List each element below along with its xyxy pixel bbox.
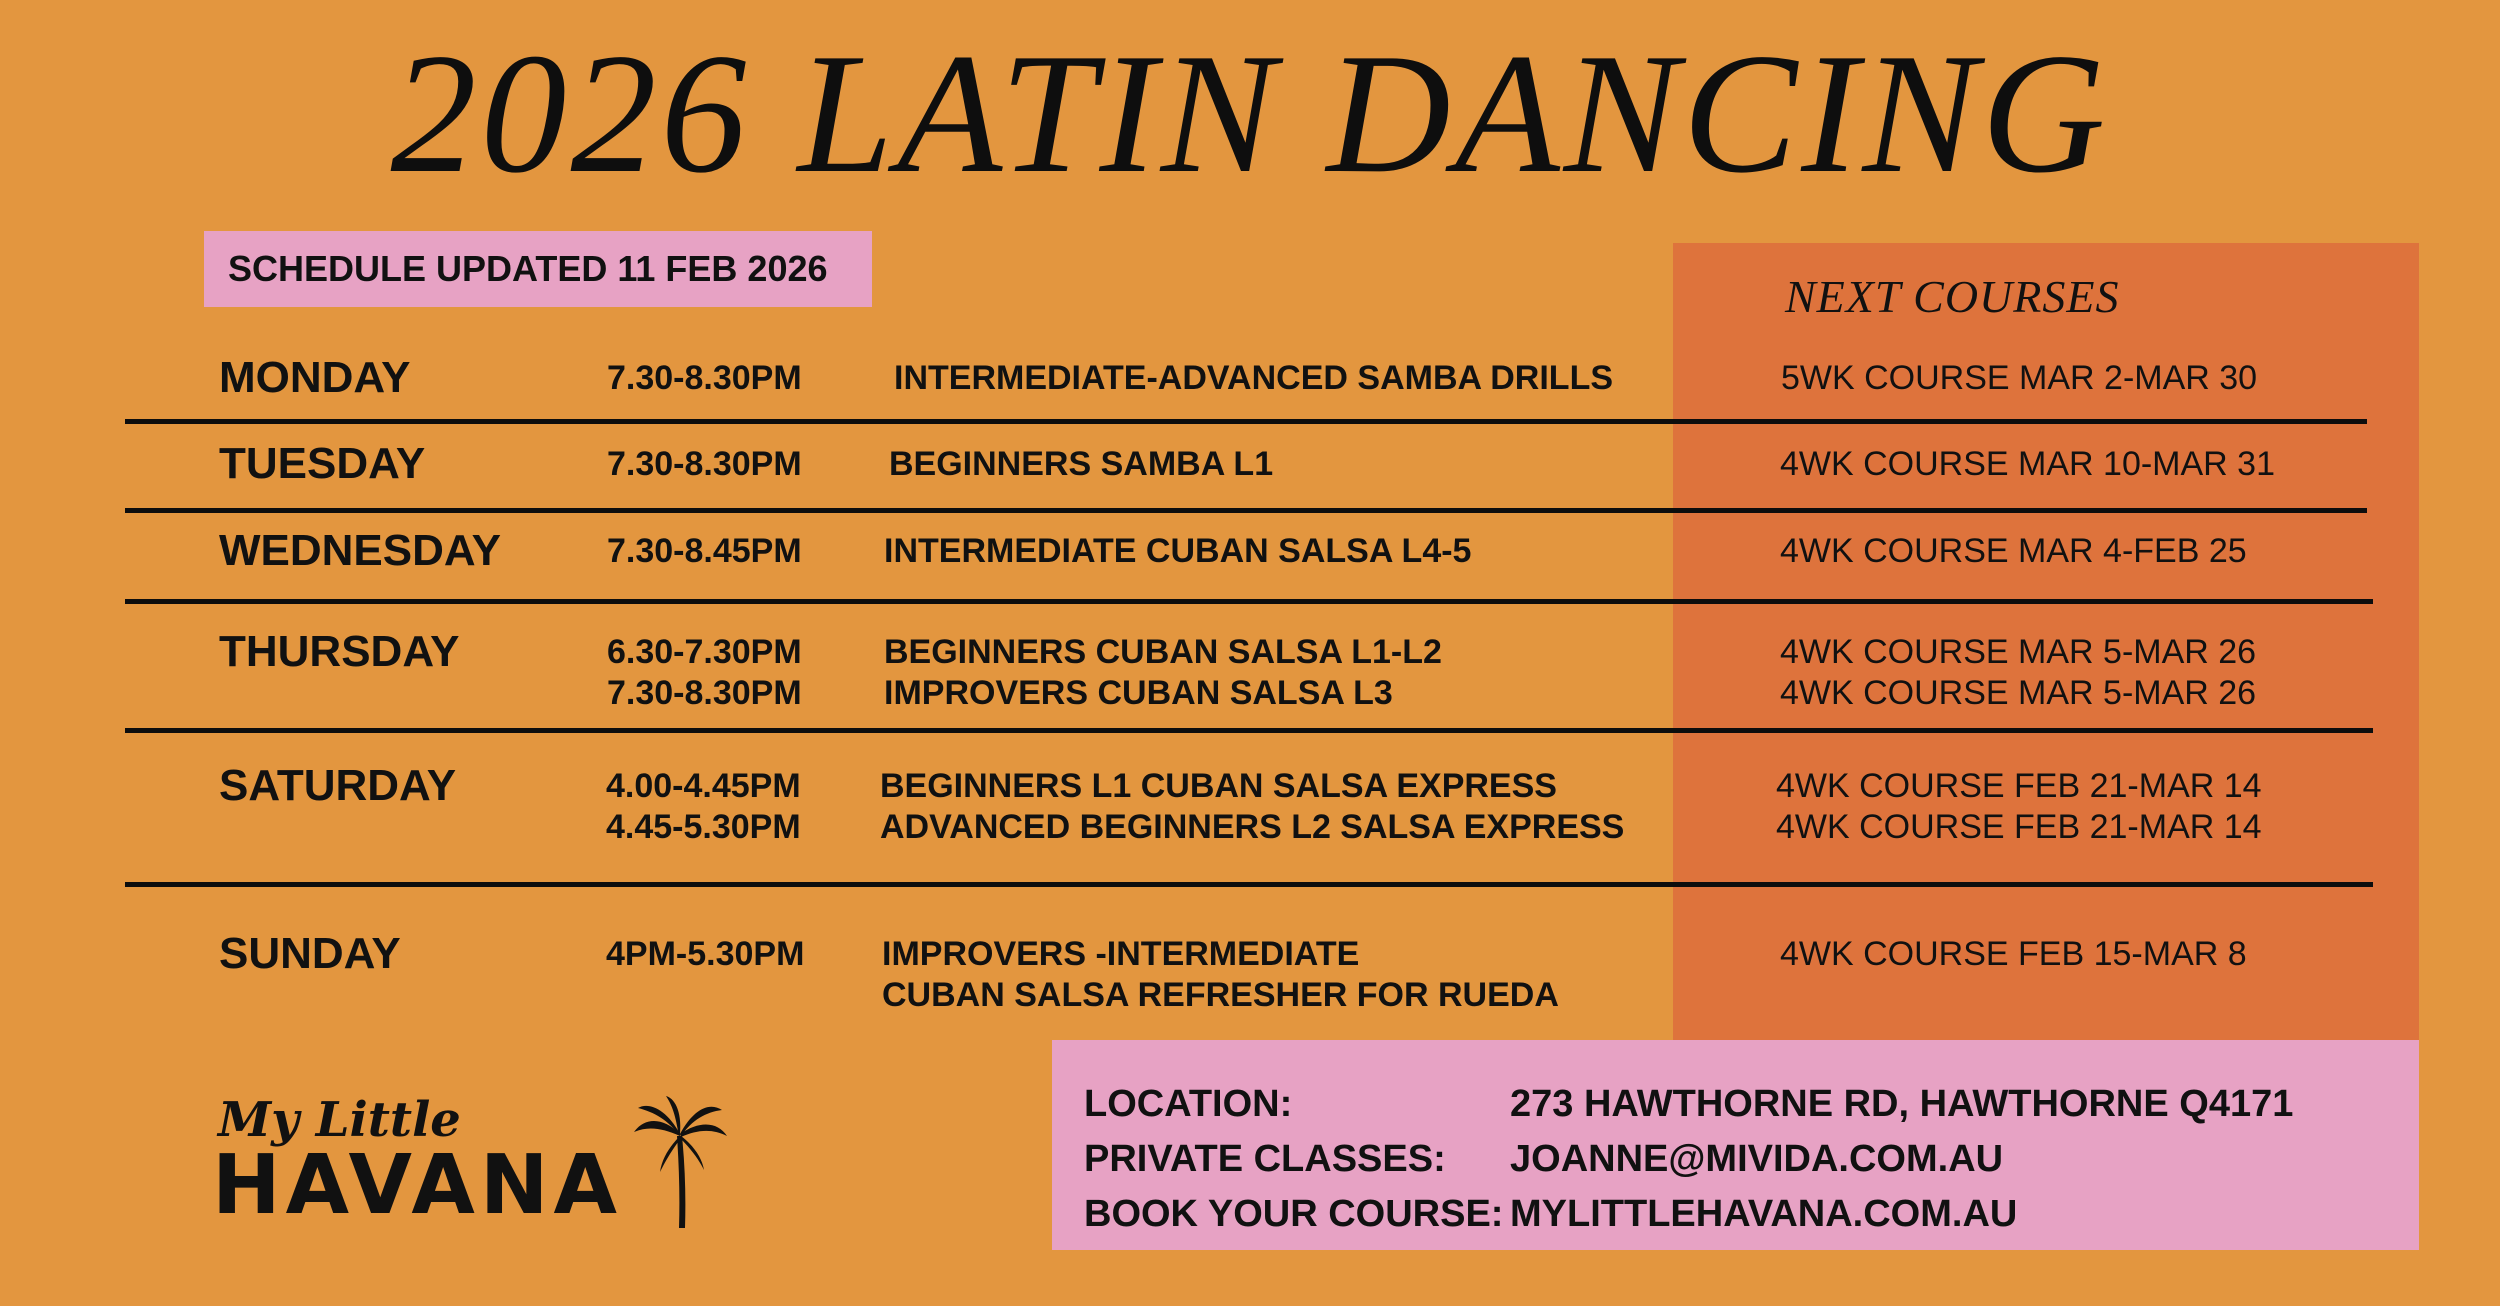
my-little-havana-logo: [212, 1092, 732, 1252]
class-name: BEGINNERS CUBAN SALSA L1-L2: [884, 633, 1442, 671]
row-divider: [125, 882, 2373, 887]
next-courses-heading: NEXT COURSES: [1785, 271, 2120, 322]
email-link[interactable]: JOANNE@MIVIDA.COM.AU: [1510, 1138, 2004, 1180]
course-column: [1781, 358, 2257, 399]
logo-wordmark: HAVANA: [212, 1138, 622, 1233]
time-column: [606, 934, 804, 975]
time-column: [607, 358, 802, 399]
class-name: BEGINNERS SAMBA L1: [889, 445, 1274, 483]
day-label: TUESDAY: [219, 439, 426, 488]
day-label: WEDNESDAY: [219, 526, 501, 575]
day-label: THURSDAY: [219, 627, 460, 676]
info-label: BOOK YOUR COURSE:: [1084, 1193, 1504, 1235]
row-divider: [125, 599, 2373, 604]
time-column: [607, 444, 802, 485]
course-dates: 4WK COURSE FEB 21-MAR 14: [1776, 767, 2262, 805]
class-column: [894, 358, 1613, 399]
row-divider: [125, 419, 2367, 424]
day-label: SATURDAY: [219, 761, 457, 810]
day-label: MONDAY: [219, 353, 411, 402]
info-label: LOCATION:: [1084, 1083, 1293, 1125]
time-column: [606, 766, 801, 848]
schedule-updated-badge: SCHEDULE UPDATED 11 FEB 2026: [204, 231, 872, 307]
logo-script-text: My Little: [218, 1092, 461, 1148]
class-name: INTERMEDIATE-ADVANCED SAMBA DRILLS: [894, 359, 1614, 397]
course-dates: 4WK COURSE MAR 5-MAR 26: [1780, 674, 2257, 712]
course-dates: 4WK COURSE MAR 10-MAR 31: [1780, 445, 2275, 483]
class-time: 4.00-4.45PM: [606, 767, 801, 805]
class-time: 4PM-5.30PM: [606, 935, 805, 973]
row-divider: [125, 728, 2373, 733]
course-column: [1780, 444, 2275, 485]
course-dates: 4WK COURSE FEB 15-MAR 8: [1780, 935, 2247, 973]
class-name: BEGINNERS L1 CUBAN SALSA EXPRESS: [880, 767, 1557, 805]
palm-tree-icon: [632, 1096, 728, 1230]
row-divider: [125, 508, 2367, 513]
class-name: IMPROVERS -INTERMEDIATE: [882, 935, 1360, 973]
class-name: IMPROVERS CUBAN SALSA L3: [884, 674, 1393, 712]
course-dates: 4WK COURSE MAR 4-FEB 25: [1780, 532, 2247, 570]
class-time: 7.30-8.30PM: [607, 445, 802, 483]
course-dates: 4WK COURSE FEB 21-MAR 14: [1776, 808, 2262, 846]
website-link[interactable]: MYLITTLEHAVANA.COM.AU: [1510, 1193, 2018, 1235]
class-name: INTERMEDIATE CUBAN SALSA L4-5: [884, 532, 1472, 570]
class-time: 7.30-8.30PM: [607, 674, 802, 712]
class-name: ADVANCED BEGINNERS L2 SALSA EXPRESS: [880, 808, 1625, 846]
contact-info-box: [1052, 1040, 2419, 1250]
info-label: PRIVATE CLASSES:: [1084, 1138, 1446, 1180]
course-column: [1780, 632, 2256, 714]
class-time: 7.30-8.45PM: [607, 532, 802, 570]
day-label: SUNDAY: [219, 929, 401, 978]
class-column: [882, 934, 1559, 1016]
course-column: [1780, 531, 2247, 572]
course-dates: 5WK COURSE MAR 2-MAR 30: [1781, 359, 2258, 397]
class-time: 4.45-5.30PM: [606, 808, 801, 846]
course-column: [1780, 934, 2247, 975]
class-time: 7.30-8.30PM: [607, 359, 802, 397]
class-column: [884, 632, 1442, 714]
time-column: [607, 632, 802, 714]
class-time: 6.30-7.30PM: [607, 633, 802, 671]
page-title: 2026 LATIN DANCING: [390, 19, 2110, 209]
course-column: [1776, 766, 2262, 848]
class-column: [889, 444, 1273, 485]
time-column: [607, 531, 802, 572]
course-dates: 4WK COURSE MAR 5-MAR 26: [1780, 633, 2257, 671]
class-name: CUBAN SALSA REFRESHER FOR RUEDA: [882, 976, 1559, 1014]
class-column: [884, 531, 1471, 572]
class-column: [880, 766, 1624, 848]
location-address: 273 HAWTHORNE RD, HAWTHORNE Q4171: [1510, 1083, 2294, 1125]
